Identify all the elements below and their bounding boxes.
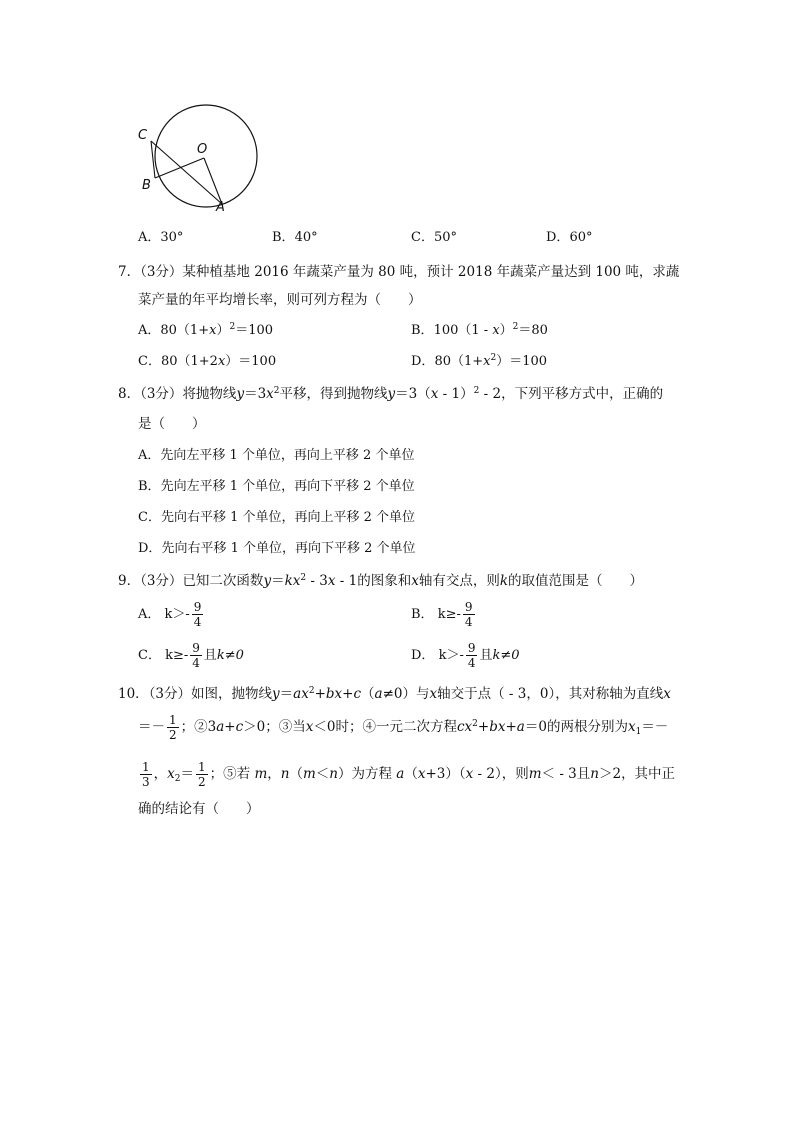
q6-option-c[interactable]: C．50°: [411, 230, 457, 245]
q7-option-a[interactable]: A．$80(1+x)^2=100$: [138, 322, 274, 338]
q7-score: （3分）: [140, 264, 183, 280]
point-label-o: O: [197, 142, 208, 157]
q6-option-b[interactable]: B．40°: [272, 230, 318, 245]
q8-number: 8．: [118, 386, 141, 402]
q7-option-d[interactable]: D．$80(1+x^2)=100$: [411, 353, 548, 369]
q10-stem-line2: ＝－ $\frac{1}{2}$ ；②3a+c＞0；③当x＜0时；④一元二次方程$cx^2+bx+a=0$的两根分别为$x_1=-$: [138, 713, 669, 742]
fraction-1-2: $\frac{1}{2}$: [198, 760, 206, 789]
fraction-9-4: $\frac{9}{4}$: [467, 641, 476, 670]
segment-oa: [204, 158, 222, 204]
q10-stem-line4: 确的结论有（ ）: [138, 801, 260, 817]
fraction-9-4: $\frac{9}{4}$: [464, 600, 473, 629]
q8-option-d[interactable]: D．先向右平移 1 个单位，再向下平移 2 个单位: [138, 541, 416, 556]
fraction-9-4: $\frac{9}{4}$: [192, 641, 200, 670]
point-label-b: B: [142, 178, 151, 193]
q7-option-b[interactable]: B．100（1 - x）$^2$＝80: [411, 322, 548, 338]
q8-option-c[interactable]: C．先向右平移 1 个单位，再向上平移 2 个单位: [138, 510, 416, 525]
fraction-1-3: $\frac{1}{3}$: [142, 760, 150, 789]
q10-stem-line3: $\frac{1}{3}$ ，$x_2=$ $\frac{1}{2}$ ；⑤若 m，n（m＜n）为方程 a（x+3）（x - 2），则m＜ - 3且n＞2，其中正: [142, 760, 676, 789]
q6-option-d[interactable]: D．60°: [546, 230, 593, 245]
q10-score: （3分）: [148, 686, 192, 702]
chord-ca: [151, 141, 222, 204]
q6-option-a[interactable]: A．30°: [138, 230, 184, 245]
circle-diagram: [138, 100, 268, 225]
q7-stem-line1: 7．（3分）某种植基地 2016 年蔬菜产量为 80 吨，预计 2018 年蔬菜产量达到 100 吨，求蔬: [118, 264, 680, 280]
circle-figure: [138, 100, 268, 225]
point-label-a: A: [216, 200, 225, 215]
q9-option-b[interactable]: B． k≥- $\frac{9}{4}$: [411, 600, 473, 629]
q8-stem-line1: 8．（3分）将抛物线$y=3x^2$平移，得到抛物线y＝3（x - 1）$^2$ - 2，下列平移方式中，正确的: [118, 386, 664, 402]
q10-stem-line1: 10．（3分）如图，抛物线$y=ax^2+bx+c(a\ne 0)$与x轴交于点（ - 3，0），其对称轴为直线x: [118, 686, 671, 702]
q9-number: 9．: [118, 573, 141, 589]
q9-score: （3分）: [140, 573, 183, 589]
chord-cb: [151, 141, 155, 178]
q8-option-b[interactable]: B．先向左平移 1 个单位，再向下平移 2 个单位: [138, 479, 415, 494]
q9-option-d[interactable]: D． k＞- $\frac{9}{4}$ 且k≠0: [411, 641, 520, 670]
q9-stem: 9．（3分）已知二次函数$y=kx^2 - 3x - 1$的图象和x轴有交点，则k的取值范围是（ ）: [118, 573, 644, 589]
q7-option-c[interactable]: C．80（1+2x）＝100: [138, 354, 277, 369]
q8-score: （3分）: [140, 386, 183, 402]
q9-option-c[interactable]: C． k≥- $\frac{9}{4}$ 且k≠0: [138, 641, 244, 670]
q9-option-a[interactable]: A． k＞- $\frac{9}{4}$: [138, 600, 202, 629]
q10-number: 10．: [118, 686, 149, 702]
q7-number: 7．: [118, 264, 141, 280]
fraction-9-4: $\frac{9}{4}$: [193, 600, 202, 629]
segment-bo: [155, 158, 204, 178]
q7-stem-line2: 菜产量的年平均增长率，则可列方程为（ ）: [138, 292, 422, 308]
point-label-c: C: [138, 128, 148, 143]
q8-option-a[interactable]: A．先向左平移 1 个单位，再向上平移 2 个单位: [138, 448, 415, 463]
fraction-1-2: $\frac{1}{2}$: [169, 713, 177, 742]
q8-stem-line2: 是（ ）: [138, 416, 206, 432]
